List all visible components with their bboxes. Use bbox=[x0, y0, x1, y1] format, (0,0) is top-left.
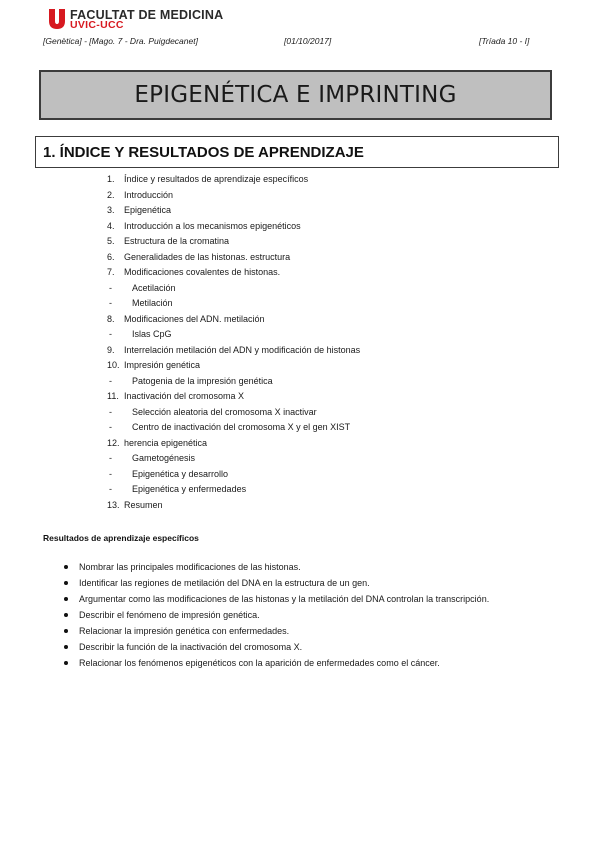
bullet-icon bbox=[64, 661, 68, 665]
outcome-text: Describir la función de la inactivación del cromosoma X. bbox=[79, 642, 303, 652]
toc-number: - bbox=[109, 406, 112, 417]
toc-label: Epigenética bbox=[124, 205, 172, 215]
toc-number: - bbox=[109, 298, 112, 308]
outcomes-heading: Resultados de aprendizaje específicos bbox=[43, 533, 199, 543]
bullet-icon bbox=[64, 597, 68, 601]
bullet-icon bbox=[64, 629, 68, 633]
toc-number: 8. bbox=[107, 313, 115, 324]
toc-label: Modificaciones covalentes de histonas. bbox=[124, 267, 281, 277]
toc-number: - bbox=[109, 375, 112, 386]
toc-number: - bbox=[109, 422, 112, 432]
outcome-text: Relacionar los fenómenos epigenéticos con la aparición de enfermedades como el cáncer. bbox=[79, 658, 440, 668]
toc-number: 3. bbox=[107, 205, 115, 215]
document-title-box bbox=[39, 70, 552, 120]
section-heading: 1. ÍNDICE Y RESULTADOS DE APRENDIZAJE bbox=[43, 143, 364, 161]
outcome-text: Nombrar las principales modificaciones de las histonas. bbox=[79, 562, 301, 572]
toc-number: - bbox=[109, 282, 112, 293]
toc-label: Selección aleatoria del cromosoma X inactivar bbox=[132, 406, 317, 417]
toc-label: Modificaciones del ADN. metilación bbox=[124, 313, 265, 324]
toc-label: Centro de inactivación del cromosoma X y el gen XIST bbox=[132, 422, 351, 432]
toc-number: 1. bbox=[107, 174, 115, 184]
toc-label: Impresión genética bbox=[124, 360, 201, 370]
toc-number: 12. bbox=[107, 437, 120, 448]
toc-label: Gametogénesis bbox=[132, 453, 196, 463]
toc-number: 6. bbox=[107, 251, 115, 262]
toc-label: Interrelación metilación del ADN y modificación de histonas bbox=[124, 344, 361, 355]
toc-label: Introducción a los mecanismos epigenéticos bbox=[124, 220, 301, 231]
toc-number: - bbox=[109, 484, 112, 494]
toc-label: Introducción bbox=[124, 189, 174, 200]
toc-number: - bbox=[109, 468, 112, 479]
header-triad: [Tríada 10 - I] bbox=[479, 36, 530, 46]
toc-label: Patogenia de la impresión genética bbox=[132, 375, 273, 386]
toc-number: 9. bbox=[107, 344, 115, 355]
toc-number: 5. bbox=[107, 236, 115, 246]
toc-number: 11. bbox=[107, 391, 119, 401]
toc-label: Metilación bbox=[132, 298, 173, 308]
outcome-text: Identificar las regiones de metilación del DNA en la estructura de un gen. bbox=[79, 578, 370, 588]
toc-label: herencia epigenética bbox=[124, 437, 208, 448]
toc-label: Epigenética y enfermedades bbox=[132, 484, 247, 494]
toc-label: Epigenética y desarrollo bbox=[132, 468, 229, 479]
toc-number: 4. bbox=[107, 220, 115, 231]
header-date: [01/10/2017] bbox=[284, 36, 332, 46]
toc-number: 7. bbox=[107, 267, 115, 277]
toc-label: Acetilación bbox=[132, 282, 176, 293]
outcome-text: Argumentar como las modificaciones de las histonas y la metilación del DNA controlan la transcripción. bbox=[79, 594, 490, 604]
bullet-icon bbox=[64, 645, 68, 649]
toc-number: 13. bbox=[107, 499, 120, 510]
toc-label: Resumen bbox=[124, 499, 163, 510]
toc-label: Generalidades de las histonas. estructura bbox=[124, 251, 291, 262]
toc-number: 2. bbox=[107, 189, 115, 200]
outcome-text: Describir el fenómeno de impresión genética. bbox=[79, 610, 260, 620]
toc-number: - bbox=[109, 329, 112, 339]
toc-label: Inactivación del cromosoma X bbox=[124, 391, 245, 401]
university-u-logo-icon bbox=[48, 9, 66, 29]
toc-label: Estructura de la cromatina bbox=[124, 236, 230, 246]
toc-number: 10. bbox=[107, 360, 120, 370]
bullet-icon bbox=[64, 565, 68, 569]
header-course-info: [Genètica] - [Mago. 7 - Dra. Puigdecanet] bbox=[43, 36, 198, 46]
bullet-icon bbox=[64, 613, 68, 617]
faculty-logo bbox=[48, 8, 248, 30]
toc-label: Islas CpG bbox=[132, 329, 172, 339]
document-title: EPIGENÉTICA E IMPRINTING bbox=[134, 82, 457, 108]
outcome-text: Relacionar la impresión genética con enfermedades. bbox=[79, 626, 290, 636]
logo-faculty-name: FACULTAT DE MEDICINA bbox=[70, 8, 224, 22]
toc-number: - bbox=[109, 453, 112, 463]
bullet-icon bbox=[64, 581, 68, 585]
toc-label: Índice y resultados de aprendizaje específicos bbox=[124, 174, 309, 184]
logo-university-name: UVIC-UCC bbox=[70, 19, 124, 31]
section-heading-box bbox=[35, 136, 559, 168]
